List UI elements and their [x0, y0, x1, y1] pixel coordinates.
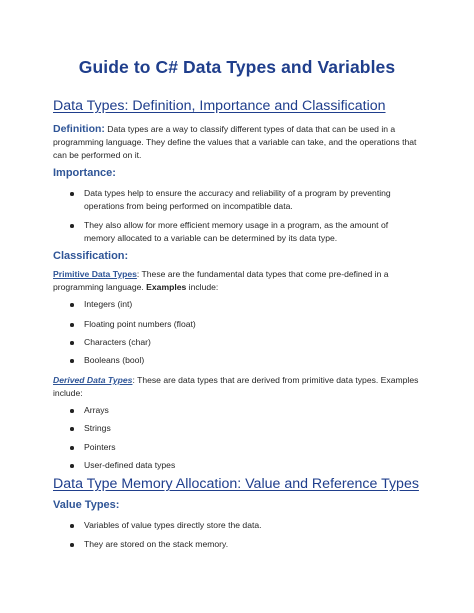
list-item-text: Variables of value types directly store the data. — [84, 520, 262, 530]
list-item-text: User-defined data types — [84, 460, 176, 470]
list-item — [70, 404, 420, 417]
list-item-text: Arrays — [84, 405, 109, 415]
bullet-icon — [70, 524, 74, 528]
bullet-icon — [70, 323, 74, 327]
list-item-text: Booleans (bool) — [84, 355, 145, 365]
definition-paragraph — [53, 123, 423, 162]
derived-paragraph — [53, 374, 423, 400]
bullet-icon — [70, 341, 74, 345]
bullet-icon — [70, 464, 74, 468]
list-item-text: Characters (char) — [84, 337, 151, 347]
section-heading-data-types: Data Types: Definition, Importance and Classification — [53, 98, 386, 114]
primitive-data-types-link[interactable]: Primitive Data Types — [53, 269, 137, 279]
section-heading-memory-allocation: Data Type Memory Allocation: Value and Reference Types — [53, 476, 419, 492]
list-item — [70, 354, 420, 367]
list-item — [70, 422, 420, 435]
definition-label: Definition: — [53, 123, 105, 135]
list-item — [70, 538, 420, 551]
list-item — [70, 219, 420, 245]
bullet-icon — [70, 224, 74, 228]
derived-data-types-link[interactable]: Derived Data Types — [53, 375, 133, 385]
primitive-text: : These are the fundamental data types that come pre-defined in a programming language. — [53, 269, 389, 292]
list-item — [70, 459, 420, 472]
list-item — [70, 519, 420, 532]
bullet-icon — [70, 359, 74, 363]
list-item-text: Floating point numbers (float) — [84, 319, 196, 329]
bullet-icon — [70, 303, 74, 307]
list-item — [70, 187, 420, 213]
list-item — [70, 336, 420, 349]
list-item — [70, 441, 420, 454]
bullet-icon — [70, 543, 74, 547]
list-item-text: Data types help to ensure the accuracy and reliability of a program by preventing operations from being performed on incompatible data. — [84, 188, 391, 211]
primitive-paragraph — [53, 268, 423, 294]
list-item — [70, 298, 420, 311]
page-title: Guide to C# Data Types and Variables — [78, 57, 396, 77]
importance-heading: Importance: — [53, 167, 116, 179]
primitive-text-end: include: — [186, 282, 219, 292]
bullet-icon — [70, 446, 74, 450]
definition-text: Data types are a way to classify different types of data that can be used in a programming language. They define the values that a variable can take, and the operations that can be performed on it. — [53, 124, 417, 160]
list-item — [70, 318, 420, 331]
list-item-text: They also allow for more efficient memory usage in a program, as the amount of memory allocated to a variable can be determined by its data type. — [84, 220, 389, 243]
bullet-icon — [70, 192, 74, 196]
examples-word: Examples — [146, 282, 187, 292]
bullet-icon — [70, 427, 74, 431]
list-item-text: Strings — [84, 423, 111, 433]
value-types-heading: Value Types: — [53, 499, 120, 511]
list-item-text: Pointers — [84, 442, 116, 452]
list-item-text: Integers (int) — [84, 299, 133, 309]
list-item-text: They are stored on the stack memory. — [84, 539, 229, 549]
derived-text: : These are data types that are derived from primitive data types. Examples include: — [53, 375, 419, 398]
classification-heading: Classification: — [53, 250, 129, 262]
bullet-icon — [70, 409, 74, 413]
